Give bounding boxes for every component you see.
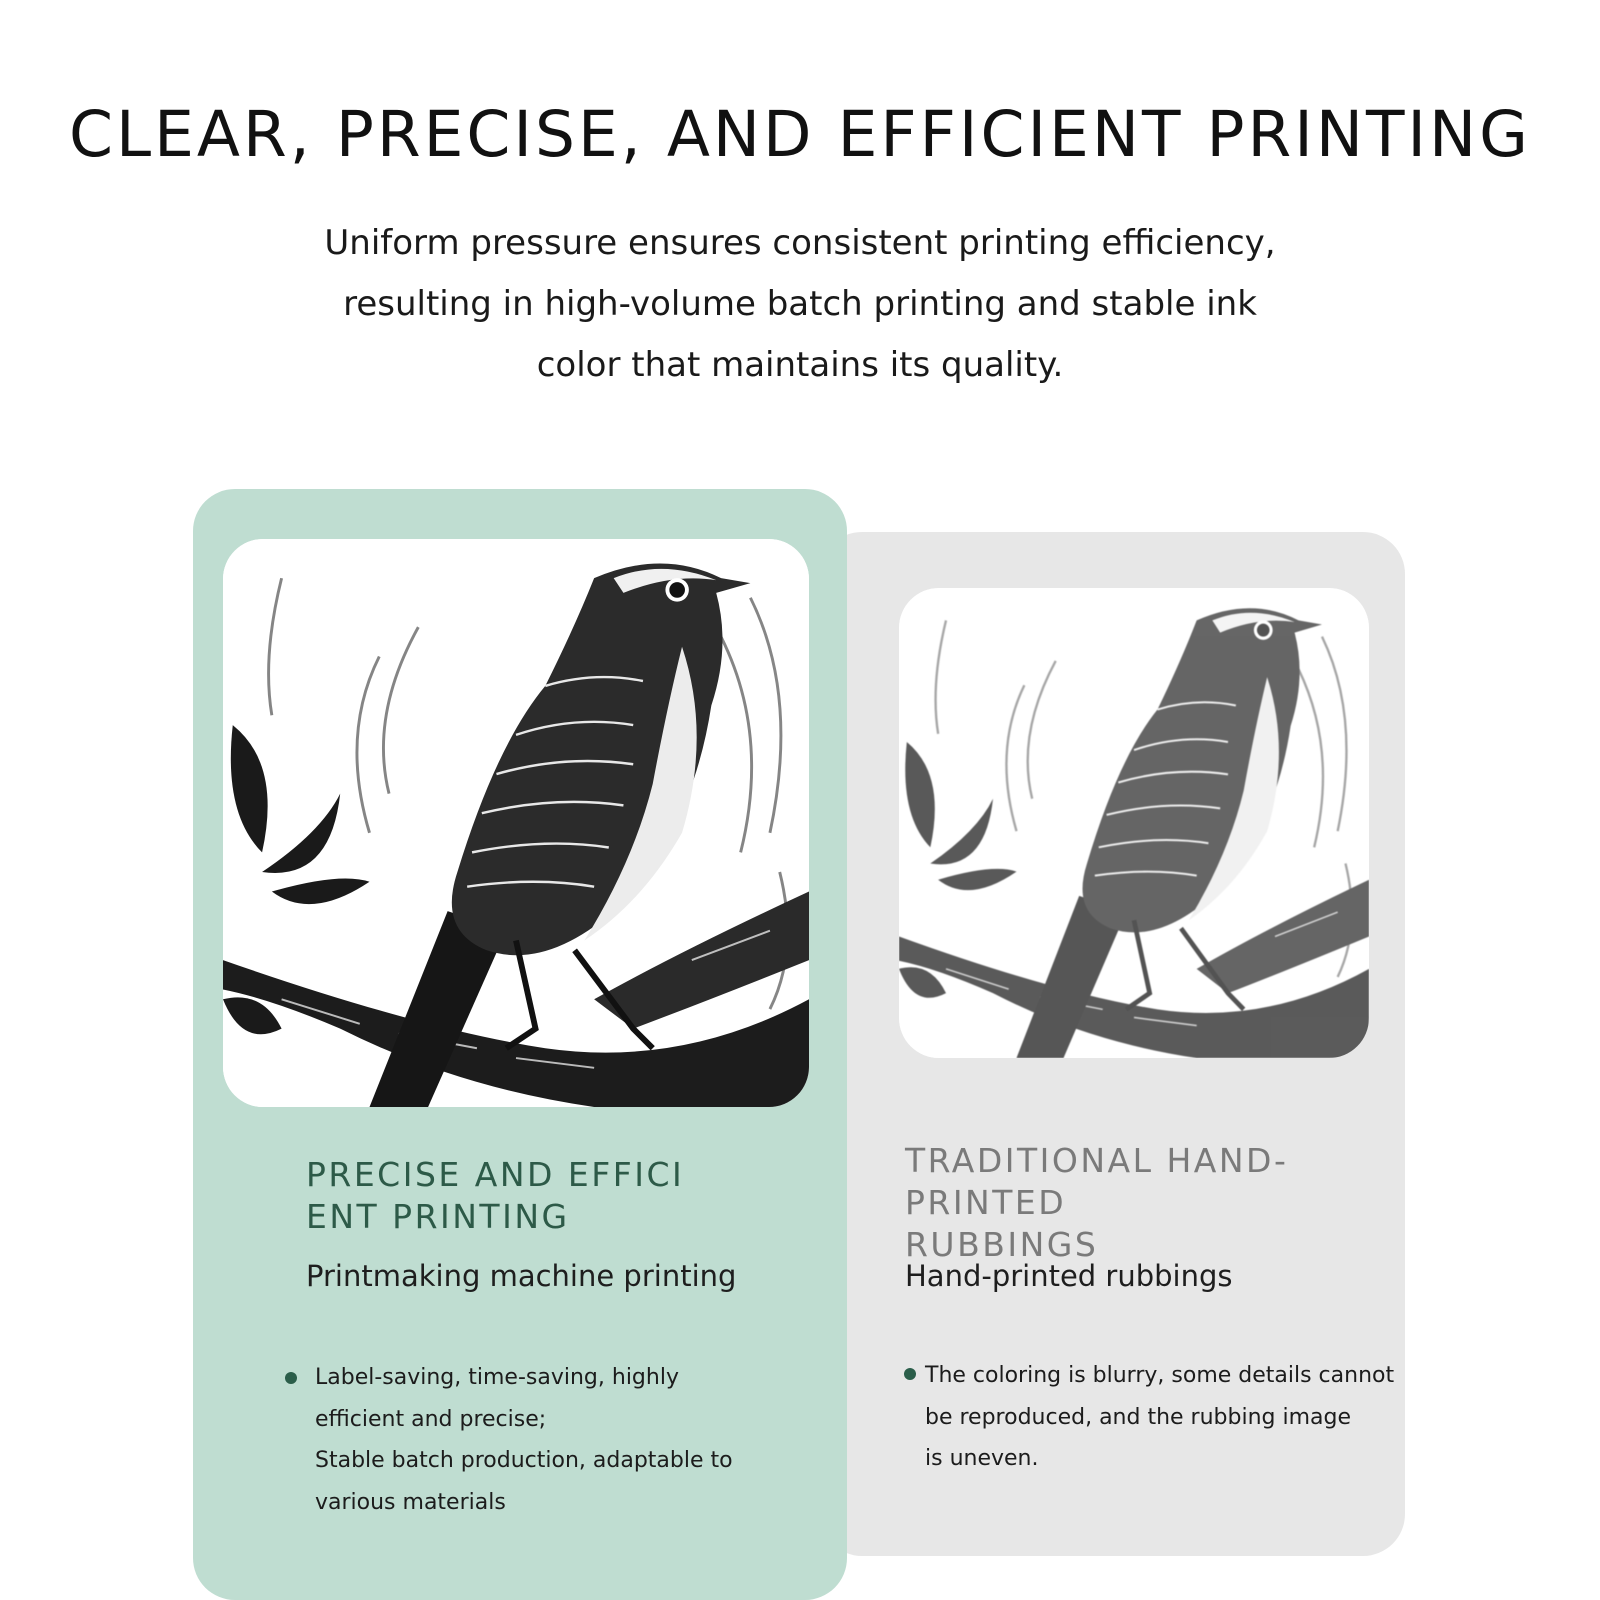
card-heading — [905, 1140, 1405, 1266]
card-heading-line: RUBBINGS — [905, 1225, 1099, 1264]
subtitle-line: color that maintains its quality. — [536, 345, 1064, 385]
bullet-dot-icon — [285, 1372, 297, 1384]
card-heading-line: ENT PRINTING — [306, 1197, 570, 1236]
bird-woodcut-print-sharp-icon — [223, 539, 809, 1107]
feature-bullet — [315, 1357, 755, 1523]
bullet-dot-icon — [904, 1368, 916, 1380]
card-heading-line: PRECISE AND EFFICI — [306, 1155, 685, 1194]
card-subheading: Printmaking machine printing — [306, 1259, 737, 1293]
card-heading-line: TRADITIONAL HAND-PRINTED — [905, 1141, 1289, 1222]
bullet-line: is uneven. — [925, 1446, 1039, 1471]
bullet-line: efficient and precise; — [315, 1406, 547, 1432]
machine-printing-card — [193, 489, 847, 1600]
card-heading — [306, 1154, 726, 1238]
faded-print-image — [899, 588, 1369, 1058]
page-subtitle — [300, 213, 1300, 396]
subtitle-line: Uniform pressure ensures consistent printing efficiency, — [324, 223, 1276, 263]
bullet-line: be reproduced, and the rubbing image — [925, 1404, 1352, 1430]
card-subheading: Hand-printed rubbings — [905, 1259, 1233, 1293]
page-title: CLEAR, PRECISE, AND EFFICIENT PRINTING — [69, 98, 1531, 171]
feature-bullet — [925, 1355, 1395, 1480]
bullet-line: Stable batch production, adaptable to — [315, 1448, 733, 1473]
subtitle-line: resulting in high-volume batch printing and stable ink — [343, 284, 1257, 324]
hand-printed-card — [820, 532, 1405, 1556]
bullet-line: The coloring is blurry, some details cannot — [925, 1363, 1395, 1388]
sharp-print-image — [223, 539, 809, 1107]
bullet-line: Label-saving, time-saving, highly — [315, 1365, 679, 1390]
bird-woodcut-print-faded-icon — [899, 588, 1369, 1058]
bullet-line: various materials — [315, 1489, 506, 1515]
